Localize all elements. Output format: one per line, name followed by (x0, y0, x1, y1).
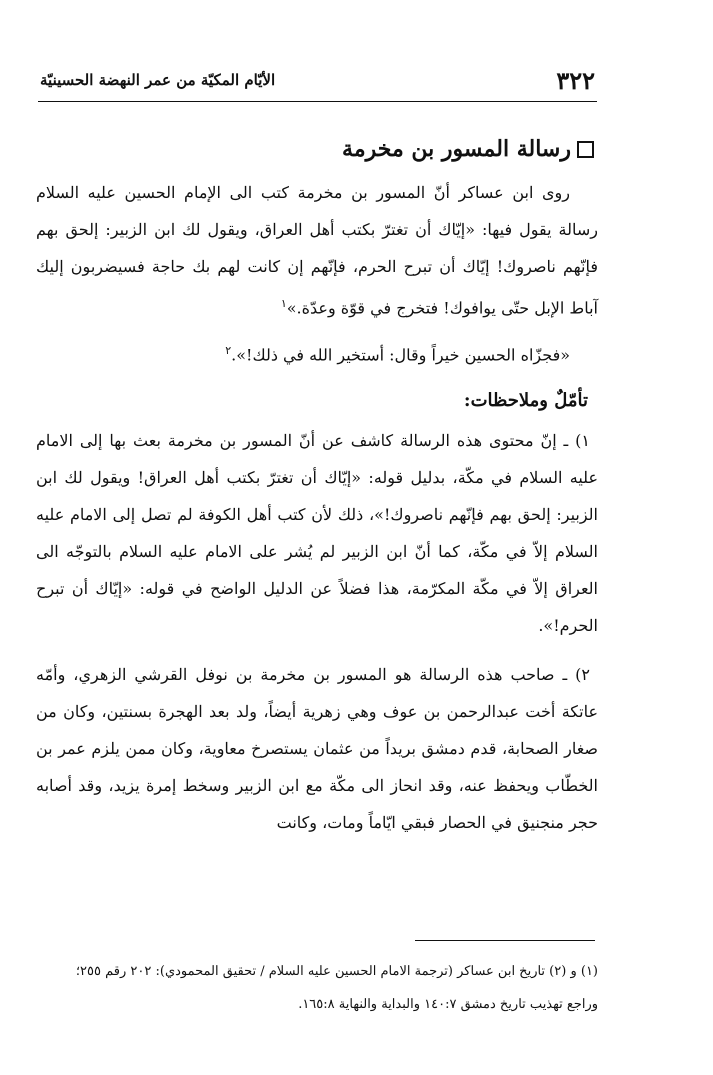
intro-text: روى ابن عساكر أنّ المسور بن مخرمة كتب الى الإمام الحسين عليه السلام رسالة يقول فيها: «إيّاك أن تغترّ بكتب أهل العراق، ويقول لك ابن الزبير: إلحق بهم فإنّهم ناصروك! إيّاك أن تبرح الحرم، فإنّهم إن كانت لهم بك حاجة فسيضربون إليك آباط الإبل حتّى يوافوك! فتخرج في قوّة وعدّة.» (36, 183, 598, 318)
section-title-text: رسالة المسور بن مخرمة (342, 136, 571, 162)
running-title: الأيّام المكيّة من عمر النهضة الحسينيّة (40, 71, 276, 89)
page-number: ٣٢٢ (556, 65, 595, 95)
footnote-divider (415, 940, 595, 941)
intro-paragraph (36, 174, 598, 326)
header-divider (38, 101, 597, 102)
footnotes (36, 955, 598, 1021)
quote-text: «فجزّاه الحسين خيراً وقال: أستخير الله في ذلك!». (231, 345, 570, 365)
square-box-icon (577, 141, 594, 158)
section-title (36, 136, 598, 162)
point-2-paragraph: ٢) ـ صاحب هذه الرسالة هو المسور بن مخرمة بن نوفل القرشي الزهري، وأمّه عاتكة أخت عبدالرحمن بن عوف وهي زهرية أيضاً، ولد بعد الهجرة بسنتين، وكان من صغار الصحابة، قدم دمشق بريداً من عثمان يستصرخ معاوية، وكان ممن يلزم عمر بن الخطّاب ويحفظ عنه، وقد انحاز الى مكّة مع ابن الزبير وسخط إمرة يزيد، وقد أصابه حجر منجنيق في الحصار فبقي ايّاماً ومات، وكانت (36, 664, 599, 832)
footnote-ref-2: ٢ (225, 344, 232, 358)
footnote-line-2: وراجع تهذيب تاريخ دمشق ١٤٠:٧ والبداية والنهاية ١٦٥:٨. (298, 997, 598, 1012)
footnote-line-1: (١) و (٢) تاريخ ابن عساكر (ترجمة الامام الحسين عليه السلام / تحقيق المحمودي): ٢٠٢ رقم ٢٥٥؛ (75, 964, 598, 979)
page-body (36, 136, 598, 841)
footnote-ref-1: ١ (280, 297, 287, 310)
point-1-paragraph: ١) ـ إنّ محتوى هذه الرسالة كاشف عن أنّ المسور بن مخرمة بعث بها إلى الامام عليه السلام في مكّة، بدليل قوله: «إيّاك أن تغترّ بكتب أهل العراق! ويقول لك ابن الزبير: إلحق بهم فإنّهم ناصروك!»، ذلك لأن كتب أهل الكوفة لم تصل إلى الامام عليه السلام إلاّ في مكّة، كما أنّ ابن الزبير لم يُشر على الامام عليه السلام بالتوجّه الى العراق إلاّ في مكّة المكرّمة، هذا فضلاً عن الدليل الواضح في قوله: «إيّاك أن تبرح الحرم!». (36, 430, 598, 635)
subheading: تأمّلٌ وملاحظات: (463, 389, 588, 411)
page-header (40, 60, 595, 100)
quote-paragraph (36, 332, 598, 373)
